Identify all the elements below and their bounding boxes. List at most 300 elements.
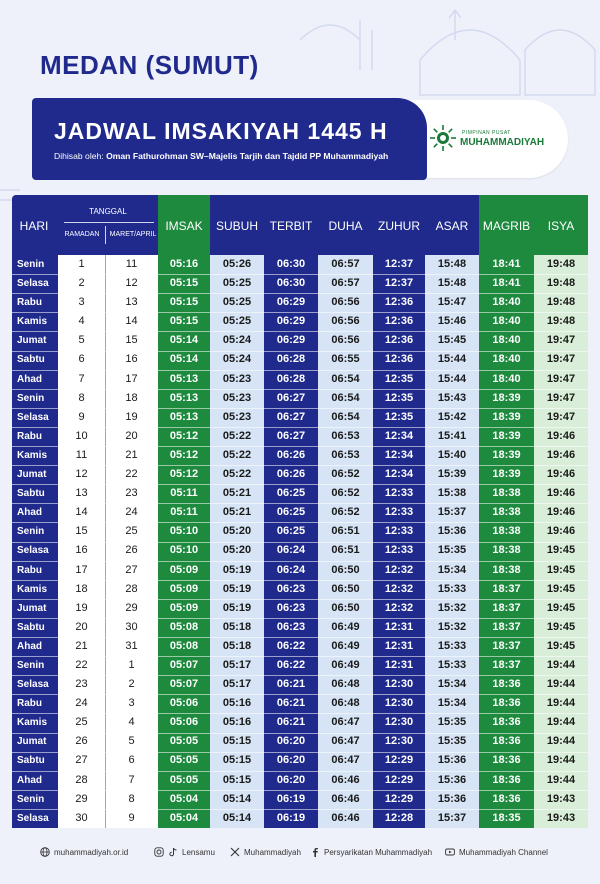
cell-isya: 19:46 <box>546 487 576 500</box>
cell-ram: 28 <box>75 773 88 786</box>
cell-hari: Rabu <box>17 297 42 309</box>
cell-hari: Selasa <box>17 278 49 290</box>
cell-mar: 15 <box>125 334 138 347</box>
cell-isya: 19:47 <box>546 410 576 423</box>
cell-ram: 30 <box>75 811 88 824</box>
cell-asar: 15:36 <box>437 773 467 786</box>
cell-subuh: 05:19 <box>222 563 252 576</box>
cell-magrib: 18:36 <box>492 735 521 748</box>
cell-subuh: 05:19 <box>222 582 252 595</box>
cell-ram: 4 <box>78 315 85 328</box>
cell-magrib: 18:36 <box>492 678 521 691</box>
cell-subuh: 05:25 <box>222 315 252 328</box>
cell-duha: 06:51 <box>331 544 360 557</box>
cell-terbit: 06:29 <box>276 334 306 347</box>
cell-terbit: 06:20 <box>276 735 306 748</box>
cell-hari: Senin <box>17 659 45 671</box>
cell-terbit: 06:25 <box>276 506 306 519</box>
cell-terbit: 06:28 <box>276 353 306 366</box>
table-row <box>12 446 588 465</box>
cell-mar: 16 <box>125 353 138 366</box>
table-row <box>12 656 588 675</box>
footer-tiktok-text: Lensamu <box>182 847 215 857</box>
cell-mar: 14 <box>125 315 138 328</box>
cell-magrib: 18:36 <box>492 754 521 767</box>
cell-ram: 7 <box>78 372 85 385</box>
cell-ram: 6 <box>78 353 85 366</box>
cell-hari: Jumat <box>17 736 47 748</box>
cell-ram: 24 <box>75 697 88 710</box>
cell-terbit: 06:26 <box>276 448 306 461</box>
cell-zuhur: 12:33 <box>384 525 414 538</box>
cell-mar: 2 <box>128 678 135 691</box>
cell-mar: 25 <box>125 525 138 538</box>
cell-ram: 27 <box>75 754 88 767</box>
cell-duha: 06:56 <box>331 334 360 347</box>
cell-mar: 13 <box>125 296 138 309</box>
cell-zuhur: 12:30 <box>384 735 414 748</box>
cell-duha: 06:48 <box>331 697 360 710</box>
cell-hari: Sabtu <box>17 755 45 767</box>
cell-asar: 15:34 <box>437 678 467 691</box>
cell-subuh: 05:15 <box>222 754 252 767</box>
cell-subuh: 05:20 <box>222 525 252 538</box>
cell-duha: 06:54 <box>331 410 360 423</box>
cell-subuh: 05:23 <box>222 372 252 385</box>
cell-subuh: 05:15 <box>222 735 252 748</box>
cell-imsak: 05:10 <box>169 525 199 538</box>
cell-isya: 19:45 <box>546 582 576 595</box>
cell-asar: 15:40 <box>437 448 467 461</box>
cell-zuhur: 12:34 <box>384 468 414 481</box>
cell-ram: 3 <box>78 296 85 309</box>
cell-imsak: 05:12 <box>169 429 199 442</box>
cell-isya: 19:45 <box>546 620 576 633</box>
cell-asar: 15:38 <box>437 487 467 500</box>
header-isya: ISYA <box>547 219 575 233</box>
cell-imsak: 05:05 <box>169 754 199 767</box>
table-row <box>12 370 588 389</box>
cell-zuhur: 12:34 <box>384 448 414 461</box>
cell-subuh: 05:23 <box>222 391 252 404</box>
cell-mar: 12 <box>125 277 138 290</box>
cell-imsak: 05:11 <box>170 506 198 519</box>
cell-subuh: 05:25 <box>222 277 252 290</box>
cell-asar: 15:34 <box>437 563 467 576</box>
table-row <box>12 675 588 694</box>
cell-zuhur: 12:37 <box>384 258 414 270</box>
cell-duha: 06:46 <box>331 811 360 824</box>
cell-ram: 13 <box>75 487 88 500</box>
cell-magrib: 18:38 <box>492 544 521 557</box>
cell-isya: 19:46 <box>546 506 576 519</box>
cell-terbit: 06:30 <box>276 258 306 270</box>
cell-zuhur: 12:33 <box>384 544 414 557</box>
cell-asar: 15:36 <box>437 754 467 767</box>
cell-ram: 23 <box>75 678 88 691</box>
footer-social-group <box>154 847 215 857</box>
cell-hari: Jumat <box>17 602 47 614</box>
cell-mar: 24 <box>125 506 138 519</box>
cell-mar: 23 <box>125 487 138 500</box>
cell-asar: 15:37 <box>437 506 467 519</box>
cell-mar: 30 <box>125 620 138 633</box>
cell-magrib: 18:40 <box>492 334 521 347</box>
cell-subuh: 05:18 <box>222 620 252 633</box>
table-row <box>12 312 588 331</box>
subtitle-label: Dihisab oleh: <box>54 151 107 161</box>
cell-isya: 19:46 <box>546 525 576 538</box>
header-hari: HARI <box>19 219 49 233</box>
cell-mar: 20 <box>125 429 138 442</box>
cell-zuhur: 12:35 <box>384 410 414 423</box>
header-asar: ASAR <box>435 219 469 233</box>
logo-small-text: PIMPINAN PUSAT <box>462 130 511 136</box>
cell-ram: 2 <box>78 277 85 290</box>
footer-facebook[interactable] <box>310 847 432 857</box>
table-row <box>12 732 588 751</box>
cell-isya: 19:47 <box>546 391 576 404</box>
cell-duha: 06:50 <box>331 582 360 595</box>
cell-isya: 19:48 <box>546 315 576 328</box>
cell-isya: 19:44 <box>546 678 576 691</box>
cell-duha: 06:54 <box>331 372 360 385</box>
cell-ram: 25 <box>75 716 88 729</box>
header-tanggal: TANGGAL <box>89 207 127 216</box>
cell-subuh: 05:21 <box>222 487 252 500</box>
cell-ram: 26 <box>75 735 88 748</box>
cell-mar: 26 <box>125 544 138 557</box>
header-subuh: SUBUH <box>215 219 258 233</box>
cell-ram: 18 <box>75 582 88 595</box>
cell-isya: 19:43 <box>546 792 576 805</box>
footer-youtube[interactable] <box>445 847 548 857</box>
cell-mar: 11 <box>125 258 138 270</box>
cell-asar: 15:34 <box>437 697 467 710</box>
cell-imsak: 05:15 <box>169 296 199 309</box>
cell-zuhur: 12:28 <box>384 811 414 824</box>
table-row <box>12 484 588 503</box>
cell-subuh: 05:24 <box>222 353 252 366</box>
cell-magrib: 18:38 <box>492 506 521 519</box>
cell-zuhur: 12:31 <box>384 639 414 652</box>
header-magrib: MAGRIB <box>482 219 531 233</box>
city-title: MEDAN (SUMUT) <box>40 50 259 80</box>
cell-magrib: 18:40 <box>492 315 521 328</box>
cell-hari: Ahad <box>17 774 42 786</box>
cell-terbit: 06:24 <box>276 544 306 557</box>
cell-zuhur: 12:36 <box>384 315 414 328</box>
cell-duha: 06:50 <box>331 563 360 576</box>
cell-hari: Selasa <box>17 411 49 423</box>
cell-mar: 9 <box>128 811 135 824</box>
cell-mar: 21 <box>125 448 138 461</box>
schedule-table <box>12 255 588 828</box>
footer-facebook-text: Persyarikatan Muhammadiyah <box>324 847 433 857</box>
cell-ram: 5 <box>78 334 85 347</box>
cell-ram: 8 <box>78 391 85 404</box>
cell-subuh: 05:26 <box>222 258 252 270</box>
cell-hari: Jumat <box>17 469 47 481</box>
cell-ram: 14 <box>75 506 88 519</box>
cell-zuhur: 12:37 <box>384 277 414 290</box>
cell-hari: Kamis <box>17 583 48 595</box>
cell-ram: 20 <box>75 620 88 633</box>
cell-isya: 19:45 <box>546 639 576 652</box>
footer <box>40 845 580 861</box>
cell-ram: 17 <box>75 563 88 576</box>
cell-zuhur: 12:31 <box>384 620 414 633</box>
cell-isya: 19:48 <box>546 277 576 290</box>
cell-imsak: 05:06 <box>169 697 199 710</box>
cell-zuhur: 12:35 <box>384 372 414 385</box>
table-row <box>12 503 588 522</box>
cell-hari: Sabtu <box>17 621 45 633</box>
table-row <box>12 408 588 427</box>
cell-imsak: 05:10 <box>169 544 199 557</box>
cell-zuhur: 12:34 <box>384 429 414 442</box>
cell-isya: 19:43 <box>546 811 576 824</box>
cell-asar: 15:33 <box>437 582 467 595</box>
footer-youtube-text: Muhammadiyah Channel <box>459 847 548 857</box>
cell-duha: 06:47 <box>331 754 360 767</box>
cell-zuhur: 12:36 <box>384 334 414 347</box>
cell-hari: Rabu <box>17 564 42 576</box>
cell-duha: 06:57 <box>331 258 360 270</box>
cell-hari: Rabu <box>17 430 42 442</box>
footer-website[interactable] <box>40 847 128 857</box>
cell-imsak: 05:11 <box>170 487 198 500</box>
cell-zuhur: 12:30 <box>384 678 414 691</box>
cell-terbit: 06:27 <box>276 410 306 423</box>
cell-magrib: 18:36 <box>492 716 521 729</box>
cell-subuh: 05:17 <box>222 678 252 691</box>
cell-duha: 06:52 <box>331 468 360 481</box>
cell-magrib: 18:37 <box>492 658 521 671</box>
cell-magrib: 18:39 <box>492 391 521 404</box>
cell-mar: 18 <box>125 391 138 404</box>
cell-isya: 19:44 <box>546 735 576 748</box>
cell-imsak: 05:12 <box>169 448 199 461</box>
cell-mar: 6 <box>128 754 135 767</box>
table-row <box>12 389 588 408</box>
table-row <box>12 331 588 350</box>
cell-asar: 15:32 <box>437 620 467 633</box>
cell-terbit: 06:22 <box>276 658 306 671</box>
table-row <box>12 771 588 790</box>
cell-subuh: 05:23 <box>222 410 252 423</box>
cell-duha: 06:47 <box>331 735 360 748</box>
cell-hari: Rabu <box>17 698 42 710</box>
cell-magrib: 18:41 <box>492 277 521 290</box>
cell-imsak: 05:05 <box>169 773 199 786</box>
cell-zuhur: 12:29 <box>384 773 414 786</box>
cell-isya: 19:47 <box>546 372 576 385</box>
cell-subuh: 05:20 <box>222 544 252 557</box>
cell-isya: 19:46 <box>546 448 576 461</box>
cell-duha: 06:53 <box>331 448 360 461</box>
cell-imsak: 05:08 <box>169 620 199 633</box>
cell-subuh: 05:14 <box>222 811 252 824</box>
cell-magrib: 18:40 <box>492 353 521 366</box>
cell-zuhur: 12:32 <box>384 563 414 576</box>
cell-zuhur: 12:31 <box>384 658 414 671</box>
header-imsak: IMSAK <box>165 219 203 233</box>
cell-zuhur: 12:36 <box>384 296 414 309</box>
cell-mar: 7 <box>128 773 135 786</box>
cell-duha: 06:48 <box>331 678 360 691</box>
cell-magrib: 18:41 <box>492 258 521 270</box>
cell-isya: 19:45 <box>546 601 576 614</box>
header-maret-april: MARET/APRIL <box>109 231 157 238</box>
cell-hari: Selasa <box>17 812 49 824</box>
cell-zuhur: 12:29 <box>384 754 414 767</box>
cell-terbit: 06:25 <box>276 487 306 500</box>
footer-x[interactable] <box>230 847 301 857</box>
cell-zuhur: 12:30 <box>384 697 414 710</box>
cell-asar: 15:35 <box>437 716 467 729</box>
cell-magrib: 18:39 <box>492 429 521 442</box>
cell-ram: 11 <box>75 448 88 461</box>
cell-zuhur: 12:30 <box>384 716 414 729</box>
cell-asar: 15:48 <box>437 277 467 290</box>
youtube-icon <box>445 847 455 857</box>
cell-duha: 06:51 <box>331 525 360 538</box>
cell-magrib: 18:37 <box>492 639 521 652</box>
cell-imsak: 05:15 <box>169 315 199 328</box>
cell-duha: 06:46 <box>331 773 360 786</box>
cell-terbit: 06:20 <box>276 754 306 767</box>
cell-magrib: 18:40 <box>492 372 521 385</box>
cell-imsak: 05:09 <box>169 563 199 576</box>
cell-terbit: 06:20 <box>276 773 306 786</box>
cell-magrib: 18:38 <box>492 525 521 538</box>
cell-hari: Senin <box>17 392 45 404</box>
footer-x-text: Muhammadiyah <box>244 847 301 857</box>
cell-hari: Sabtu <box>17 354 45 366</box>
cell-imsak: 05:04 <box>169 792 199 805</box>
cell-hari: Ahad <box>17 640 42 652</box>
cell-duha: 06:56 <box>331 296 360 309</box>
table-row <box>12 427 588 446</box>
cell-magrib: 18:36 <box>492 697 521 710</box>
cell-asar: 15:36 <box>437 525 467 538</box>
cell-subuh: 05:18 <box>222 639 252 652</box>
cell-imsak: 05:04 <box>169 811 199 824</box>
cell-duha: 06:52 <box>331 487 360 500</box>
cell-magrib: 18:39 <box>492 448 521 461</box>
cell-subuh: 05:21 <box>222 506 252 519</box>
cell-subuh: 05:17 <box>222 658 252 671</box>
table-row <box>12 751 588 770</box>
cell-imsak: 05:05 <box>169 735 199 748</box>
cell-mar: 4 <box>128 716 135 729</box>
cell-imsak: 05:07 <box>169 678 199 691</box>
cell-zuhur: 12:29 <box>384 792 414 805</box>
cell-isya: 19:48 <box>546 296 576 309</box>
cell-imsak: 05:16 <box>169 258 199 270</box>
cell-asar: 15:44 <box>437 353 467 366</box>
cell-duha: 06:55 <box>331 353 360 366</box>
cell-isya: 19:45 <box>546 544 576 557</box>
cell-hari: Selasa <box>17 679 49 691</box>
globe-icon <box>40 847 50 857</box>
cell-imsak: 05:13 <box>169 410 199 423</box>
cell-hari: Kamis <box>17 717 48 729</box>
cell-duha: 06:47 <box>331 716 360 729</box>
cell-hari: Selasa <box>17 545 49 557</box>
tiktok-icon[interactable] <box>168 847 178 857</box>
cell-terbit: 06:23 <box>276 582 306 595</box>
cell-duha: 06:54 <box>331 391 360 404</box>
cell-ram: 9 <box>78 410 85 423</box>
cell-asar: 15:37 <box>437 811 467 824</box>
header-terbit: TERBIT <box>269 219 313 233</box>
cell-imsak: 05:07 <box>169 658 199 671</box>
cell-asar: 15:46 <box>437 315 467 328</box>
cell-asar: 15:47 <box>437 296 467 309</box>
cell-imsak: 05:09 <box>169 582 199 595</box>
cell-imsak: 05:13 <box>169 372 199 385</box>
x-icon <box>230 847 240 857</box>
cell-terbit: 06:19 <box>276 811 306 824</box>
cell-asar: 15:35 <box>437 735 467 748</box>
cell-ram: 22 <box>75 658 88 671</box>
cell-isya: 19:44 <box>546 754 576 767</box>
cell-imsak: 05:13 <box>169 391 199 404</box>
page-title: JADWAL IMSAKIYAH 1445 H <box>54 118 388 144</box>
cell-isya: 19:46 <box>546 429 576 442</box>
cell-ram: 15 <box>75 525 88 538</box>
cell-duha: 06:49 <box>331 639 360 652</box>
cell-hari: Jumat <box>17 335 47 347</box>
cell-ram: 1 <box>78 258 85 270</box>
instagram-icon[interactable] <box>154 847 164 857</box>
cell-hari: Sabtu <box>17 488 45 500</box>
cell-isya: 19:44 <box>546 773 576 786</box>
cell-zuhur: 12:33 <box>384 487 414 500</box>
cell-imsak: 05:06 <box>169 716 199 729</box>
table-row <box>12 541 588 560</box>
cell-isya: 19:48 <box>546 258 576 270</box>
table-row <box>12 790 588 809</box>
cell-terbit: 06:21 <box>276 716 306 729</box>
cell-asar: 15:33 <box>437 639 467 652</box>
cell-mar: 19 <box>125 410 138 423</box>
table-row <box>12 618 588 637</box>
cell-magrib: 18:38 <box>492 563 521 576</box>
cell-asar: 15:39 <box>437 468 467 481</box>
cell-zuhur: 12:33 <box>384 506 414 519</box>
cell-mar: 5 <box>128 735 135 748</box>
cell-magrib: 18:40 <box>492 296 521 309</box>
cell-magrib: 18:39 <box>492 410 521 423</box>
cell-terbit: 06:21 <box>276 697 306 710</box>
cell-subuh: 05:19 <box>222 601 252 614</box>
table-row <box>12 255 588 274</box>
table-row <box>12 293 588 312</box>
cell-terbit: 06:25 <box>276 525 306 538</box>
cell-isya: 19:46 <box>546 468 576 481</box>
cell-isya: 19:45 <box>546 563 576 576</box>
cell-isya: 19:44 <box>546 697 576 710</box>
table-row <box>12 713 588 732</box>
cell-subuh: 05:24 <box>222 334 252 347</box>
cell-mar: 27 <box>125 563 138 576</box>
page-subtitle <box>54 151 427 161</box>
cell-asar: 15:33 <box>437 658 467 671</box>
header-duha: DUHA <box>328 219 363 233</box>
